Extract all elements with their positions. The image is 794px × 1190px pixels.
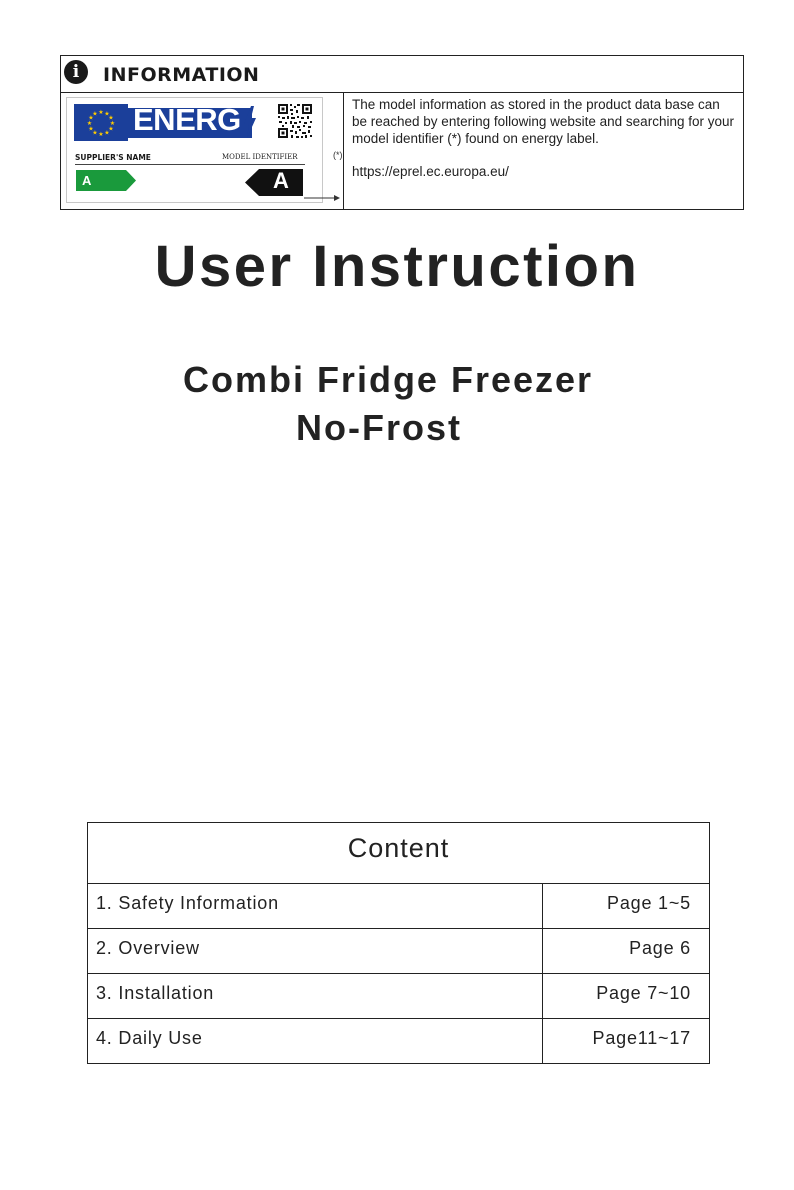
eprel-url[interactable]: https://eprel.ec.europa.eu/ [352, 164, 509, 179]
svg-text:★: ★ [108, 114, 114, 122]
contents-row-label: 4. Daily Use [96, 1028, 203, 1048]
contents-row-page: Page 6 [629, 938, 691, 958]
svg-text:★: ★ [108, 125, 114, 133]
contents-row-page: Page11~17 [592, 1028, 691, 1048]
svg-text:★: ★ [88, 114, 94, 122]
asterisk-reference: (*) [333, 150, 343, 160]
eu-flag-icon [74, 104, 128, 141]
contents-row [88, 974, 709, 1019]
svg-text:★: ★ [109, 120, 116, 127]
info-icon: i [64, 60, 88, 84]
qr-code-icon [277, 103, 313, 139]
svg-text:★: ★ [98, 109, 104, 116]
contents-heading: Content [88, 823, 709, 884]
product-name-line2: No-Frost [296, 407, 462, 448]
svg-text:★: ★ [104, 129, 110, 137]
svg-text:★: ★ [88, 125, 94, 133]
information-box [60, 55, 744, 210]
information-divider [343, 93, 344, 209]
contents-row [88, 884, 709, 929]
energy-class-letter: A [82, 173, 92, 188]
contents-row-page: Page 7~10 [596, 983, 691, 1003]
information-title: INFORMATION [103, 64, 260, 86]
energy-label [66, 97, 323, 203]
lightning-icon [244, 106, 256, 138]
contents-row-label: 3. Installation [96, 983, 215, 1003]
information-description-text: The model information as stored in the product data base can be reached by entering following website and searching for your model identifier (*) found on energy label. [352, 97, 734, 146]
information-description [352, 96, 737, 147]
information-header [61, 56, 743, 93]
model-identifier-label: MODEL IDENTIFIER [222, 153, 298, 161]
energy-word: ENERG [133, 102, 241, 137]
contents-row-page: Page 1~5 [607, 893, 691, 913]
energy-class-indicator-letter: A [273, 168, 289, 193]
label-rule [75, 164, 305, 165]
document-title: User Instruction [154, 234, 640, 299]
svg-text:★: ★ [98, 131, 104, 138]
contents-row-label: 2. Overview [96, 938, 200, 958]
pointer-arrow-icon [304, 194, 340, 202]
svg-text:★: ★ [104, 110, 110, 118]
supplier-name-label: SUPPLIER'S NAME [75, 153, 151, 162]
contents-row [88, 1019, 709, 1064]
svg-text:★: ★ [92, 129, 98, 137]
contents-row-label: 1. Safety Information [96, 893, 279, 913]
svg-text:★: ★ [86, 120, 93, 127]
contents-table [87, 822, 710, 1064]
product-name-line1: Combi Fridge Freezer [182, 359, 594, 400]
contents-row [88, 929, 709, 974]
svg-text:★: ★ [92, 110, 98, 118]
